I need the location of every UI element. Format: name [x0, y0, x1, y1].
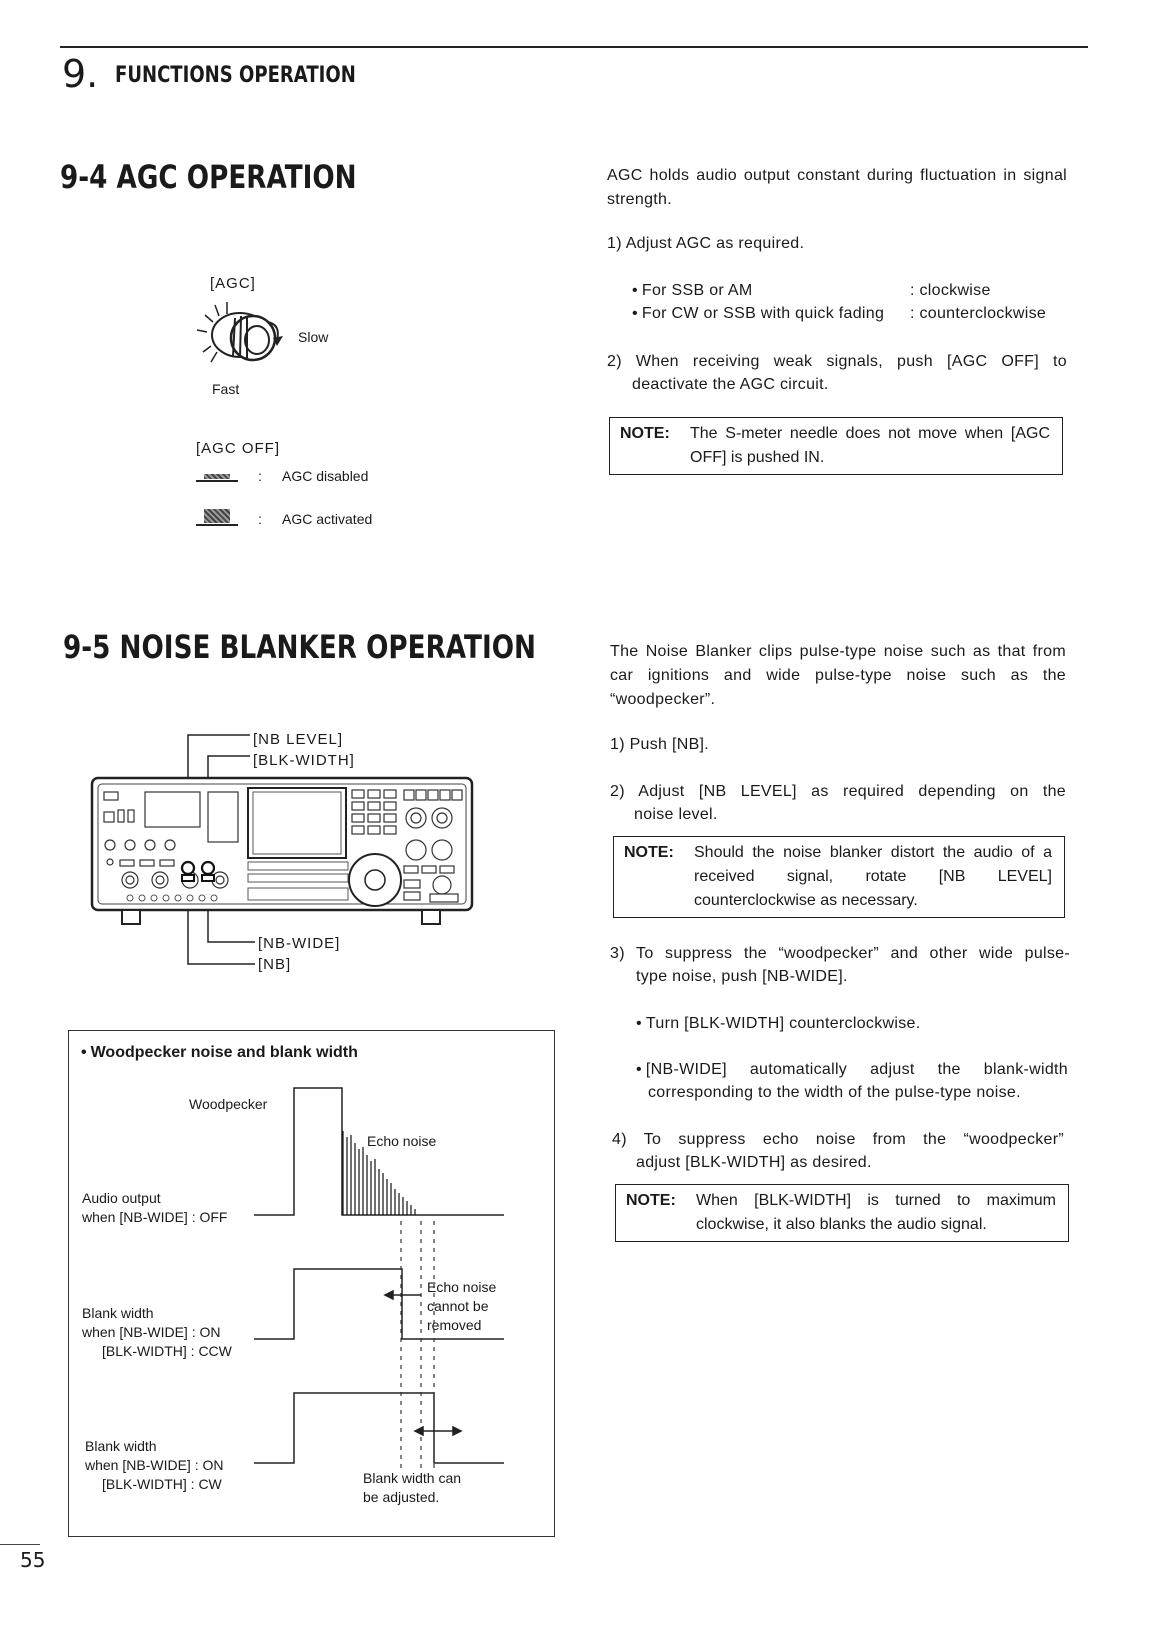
blank-cw-label-3: [BLK-WIDTH] : CW	[102, 1476, 222, 1492]
footer-rule	[0, 1544, 40, 1545]
nb-step-4-line-2: adjust [BLK-WIDTH] as desired.	[636, 1154, 872, 1171]
nb-step-2-line-2: noise level.	[634, 806, 718, 823]
nb-level-label: [NB LEVEL]	[253, 731, 344, 748]
header-rule	[60, 46, 1088, 48]
agc-step-2-line-1: 2) When receiving weak signals, push [AGC OFF] to	[607, 353, 1067, 370]
agc-activated-label: AGC activated	[282, 511, 373, 527]
blank-cw-label-2: when [NB-WIDE] : ON	[85, 1457, 224, 1473]
agc-step-1: 1) Adjust AGC as required.	[607, 235, 805, 252]
blank-ccw-label-1: Blank width	[82, 1305, 154, 1321]
nb-step-3-line-1: 3) To suppress the “woodpecker” and other wide pulse-	[610, 945, 1070, 962]
nb-note-2-text: When [BLK-WIDTH] is turned to maximum clockwise, it also blanks the audio signal.	[696, 1192, 1056, 1233]
adjusted-label-2: be adjusted.	[363, 1489, 440, 1505]
agc-section-title: 9-4 AGC OPERATION	[60, 158, 357, 196]
blk-width-label: [BLK-WIDTH]	[253, 752, 355, 769]
woodpecker-label: Woodpecker	[189, 1096, 268, 1112]
agc-colon-1: :	[258, 468, 262, 484]
nb-label: [NB]	[258, 956, 292, 973]
agc-slow-label: Slow	[298, 329, 329, 345]
nb-note-2-label: NOTE:	[626, 1192, 676, 1209]
agc-fast-label: Fast	[212, 381, 240, 397]
nb-section-title: 9-5 NOISE BLANKER OPERATION	[63, 628, 536, 666]
woodpecker-figure-title-text: Woodpecker noise and blank width	[90, 1044, 358, 1061]
nb-note-1-text: Should the noise blanker distort the audio of a received signal, rotate [NB LEVEL] counterclockwise as necessary.	[694, 844, 1052, 909]
nb-wide-label: [NB-WIDE]	[258, 935, 341, 952]
nb-bullet-2-line-1	[636, 1058, 1068, 1082]
agc-bullet-1-label: • For SSB or AM	[632, 279, 753, 303]
nb-bullet-2-dot	[636, 1061, 646, 1078]
page-number: 55	[20, 1548, 46, 1572]
blank-cw-label-1: Blank width	[85, 1438, 157, 1454]
blank-ccw-label-2: when [NB-WIDE] : ON	[82, 1324, 221, 1340]
agc-step-2-line-2: deactivate the AGC circuit.	[632, 376, 829, 393]
agc-colon-2: :	[258, 511, 262, 527]
nb-bullet-2-line-2: corresponding to the width of the pulse-type noise.	[648, 1084, 1021, 1101]
agc-note-text: The S-meter needle does not move when [AGC OFF] is pushed IN.	[690, 425, 1050, 466]
echo-noise-label: Echo noise	[367, 1133, 437, 1149]
agc-bullet-2-value: : counterclockwise	[910, 305, 1047, 322]
agc-disabled-label: AGC disabled	[282, 468, 369, 484]
nb-step-4-line-1: 4) To suppress echo noise from the “woodpecker”	[612, 1131, 1064, 1148]
agc-note-label: NOTE:	[620, 425, 670, 442]
agc-bullet-2-label: • For CW or SSB with quick fading	[632, 302, 884, 326]
nb-bullet-1: • Turn [BLK-WIDTH] counterclockwise.	[636, 1012, 920, 1036]
agc-knob-label: [AGC]	[210, 275, 256, 292]
agc-off-label: [AGC OFF]	[196, 440, 280, 457]
nb-note-1-label: NOTE:	[624, 844, 674, 861]
nb-note-1	[613, 836, 1065, 918]
chapter-number: 9.	[62, 52, 99, 96]
nb-step-1: 1) Push [NB].	[610, 736, 710, 753]
woodpecker-figure-box	[68, 1030, 555, 1537]
agc-bullet-1-value: : clockwise	[910, 282, 991, 299]
agc-off-button-out-icon	[196, 474, 238, 482]
nb-note-2	[615, 1184, 1069, 1242]
agc-note	[609, 417, 1063, 475]
nb-bullet-2-line-1-text: [NB-WIDE] automatically adjust the blank-width	[645, 1061, 1068, 1078]
adjusted-label-1: Blank width can	[363, 1470, 462, 1486]
agc-knob-icon	[195, 300, 315, 380]
blank-ccw-label-3: [BLK-WIDTH] : CCW	[102, 1343, 232, 1359]
echo-removed-label-3: removed	[427, 1317, 482, 1333]
audio-output-label-1: Audio output	[82, 1190, 161, 1206]
agc-intro: AGC holds audio output constant during fluctuation in signal strength.	[607, 167, 1067, 208]
echo-removed-label-2: cannot be	[427, 1298, 489, 1314]
nb-step-2-line-1: 2) Adjust [NB LEVEL] as required depending on the	[610, 783, 1066, 800]
audio-output-label-2: when [NB-WIDE] : OFF	[82, 1209, 228, 1225]
echo-removed-label-1: Echo noise	[427, 1279, 497, 1295]
chapter-title: FUNCTIONS OPERATION	[115, 63, 356, 88]
nb-step-3-line-2: type noise, push [NB-WIDE].	[636, 968, 848, 985]
agc-off-button-in-icon	[196, 509, 238, 526]
radio-front-panel-icon	[90, 730, 480, 970]
nb-intro: The Noise Blanker clips pulse-type noise such as that from car ignitions and wide pulse-type noise such as the “woodpecker”.	[610, 643, 1066, 708]
